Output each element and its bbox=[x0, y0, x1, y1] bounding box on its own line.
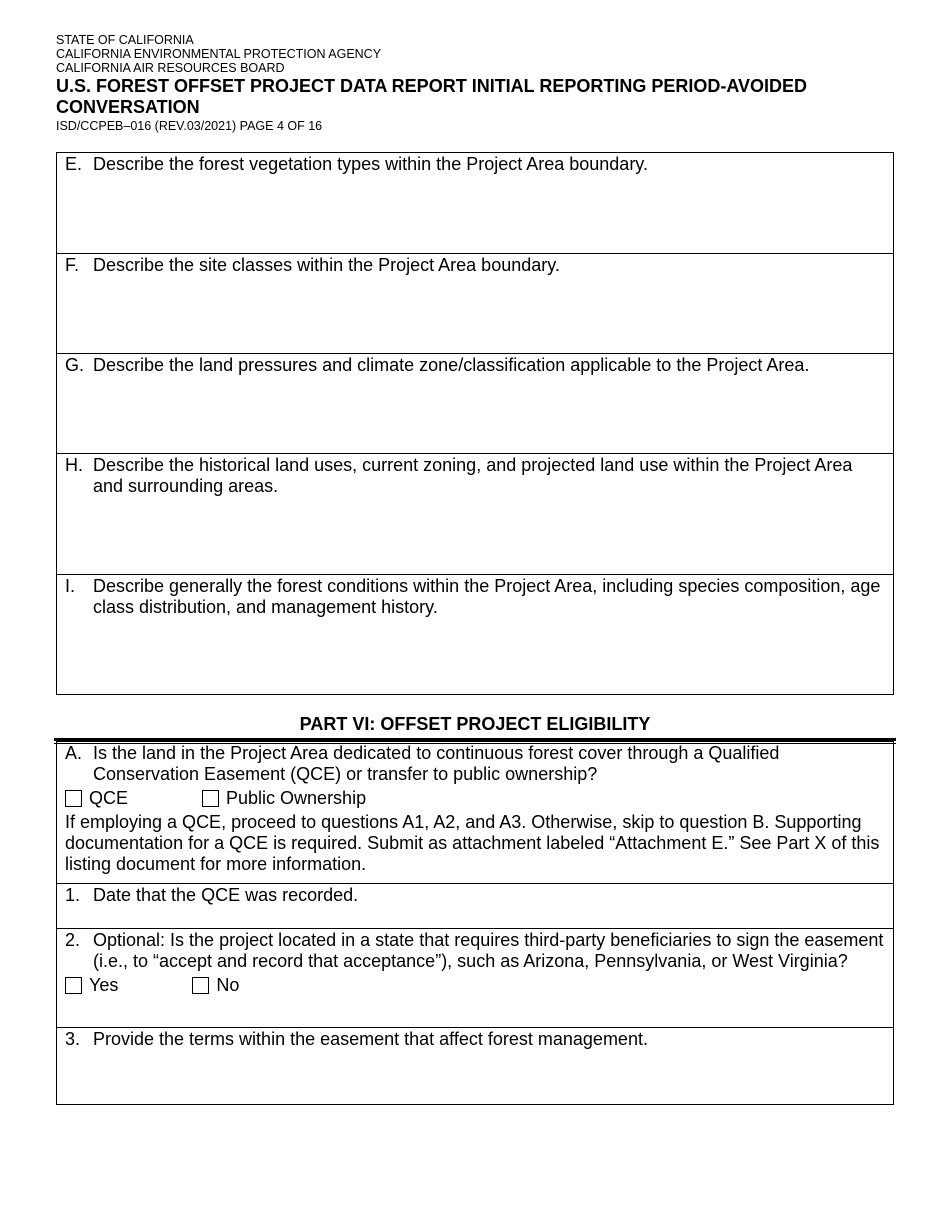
question-e-cell[interactable] bbox=[57, 153, 893, 253]
form-header bbox=[56, 33, 906, 134]
question-a-label: A. bbox=[65, 743, 83, 763]
question-3-text: Provide the terms within the easement that affect forest management. bbox=[93, 1029, 648, 1049]
question-i-text: Describe generally the forest conditions within the Project Area, including species composition, age class distribution, and management history. bbox=[93, 576, 881, 617]
form-title: U.S. FOREST OFFSET PROJECT DATA REPORT INITIAL REPORTING PERIOD-AVOIDED CONVERSATION bbox=[56, 76, 808, 117]
qce-checkbox[interactable] bbox=[65, 790, 82, 807]
question-a-instructions: If employing a QCE, proceed to questions A1, A2, and A3. Otherwise, skip to question B. Supporting documentation for a QCE is required. Submit as attachment labeled “Attachment E.” See Part X of this listing document for more information. bbox=[65, 812, 880, 874]
question-1-label: 1. bbox=[65, 885, 81, 905]
question-2-text: Optional: Is the project located in a state that requires third-party beneficiaries to sign the easement (i.e., to “accept and record that acceptance”), such as Arizona, Pennsylvania, or West Virginia? bbox=[93, 930, 884, 971]
section-v-table bbox=[56, 152, 894, 695]
no-option-label: No bbox=[216, 975, 240, 995]
question-g-label: G. bbox=[65, 355, 85, 375]
question-i-cell[interactable] bbox=[57, 574, 893, 694]
question-3-cell[interactable] bbox=[57, 1027, 893, 1104]
question-3-label: 3. bbox=[65, 1029, 81, 1049]
question-a-text: Is the land in the Project Area dedicated to continuous forest cover through a Qualified Conservation Easement (QCE) or transfer to public ownership? bbox=[93, 743, 780, 784]
question-a-options bbox=[57, 785, 893, 808]
agency-line-carb: CALIFORNIA AIR RESOURCES BOARD bbox=[56, 61, 285, 75]
option-no[interactable] bbox=[192, 975, 239, 995]
question-i-label: I. bbox=[65, 576, 76, 596]
question-f-label: F. bbox=[65, 255, 80, 275]
part-vi-title: PART VI: OFFSET PROJECT ELIGIBILITY bbox=[299, 714, 651, 734]
public-ownership-option-label: Public Ownership bbox=[226, 788, 367, 808]
question-f-text: Describe the site classes within the Project Area boundary. bbox=[93, 255, 560, 275]
question-h-cell[interactable] bbox=[57, 453, 893, 574]
yes-checkbox[interactable] bbox=[65, 977, 82, 994]
question-1-cell[interactable] bbox=[57, 883, 893, 928]
public-ownership-checkbox[interactable] bbox=[202, 790, 219, 807]
agency-line-state: STATE OF CALIFORNIA bbox=[56, 33, 194, 47]
question-f-cell[interactable] bbox=[57, 253, 893, 353]
question-e-label: E. bbox=[65, 154, 83, 174]
question-g-cell[interactable] bbox=[57, 353, 893, 453]
part-vi-table bbox=[56, 741, 894, 1105]
question-2-label: 2. bbox=[65, 930, 81, 950]
question-1-text: Date that the QCE was recorded. bbox=[93, 885, 359, 905]
form-number: ISD/CCPEB–016 (REV.03/2021) PAGE 4 OF 16 bbox=[56, 119, 323, 133]
question-h-text: Describe the historical land uses, current zoning, and projected land use within the Project Area and surrounding areas. bbox=[93, 455, 853, 496]
question-g-text: Describe the land pressures and climate zone/classification applicable to the Project Area. bbox=[93, 355, 810, 375]
agency-line-calepa: CALIFORNIA ENVIRONMENTAL PROTECTION AGENCY bbox=[56, 47, 382, 61]
question-a-cell bbox=[57, 742, 893, 883]
question-h-label: H. bbox=[65, 455, 83, 475]
qce-option-label: QCE bbox=[89, 788, 129, 808]
question-2-cell bbox=[57, 928, 893, 1027]
yes-option-label: Yes bbox=[89, 975, 119, 995]
question-2-options bbox=[57, 972, 893, 995]
no-checkbox[interactable] bbox=[192, 977, 209, 994]
question-e-text: Describe the forest vegetation types within the Project Area boundary. bbox=[93, 154, 648, 174]
option-public-ownership[interactable] bbox=[202, 788, 366, 808]
option-yes[interactable] bbox=[65, 975, 118, 995]
option-qce[interactable] bbox=[65, 788, 128, 808]
